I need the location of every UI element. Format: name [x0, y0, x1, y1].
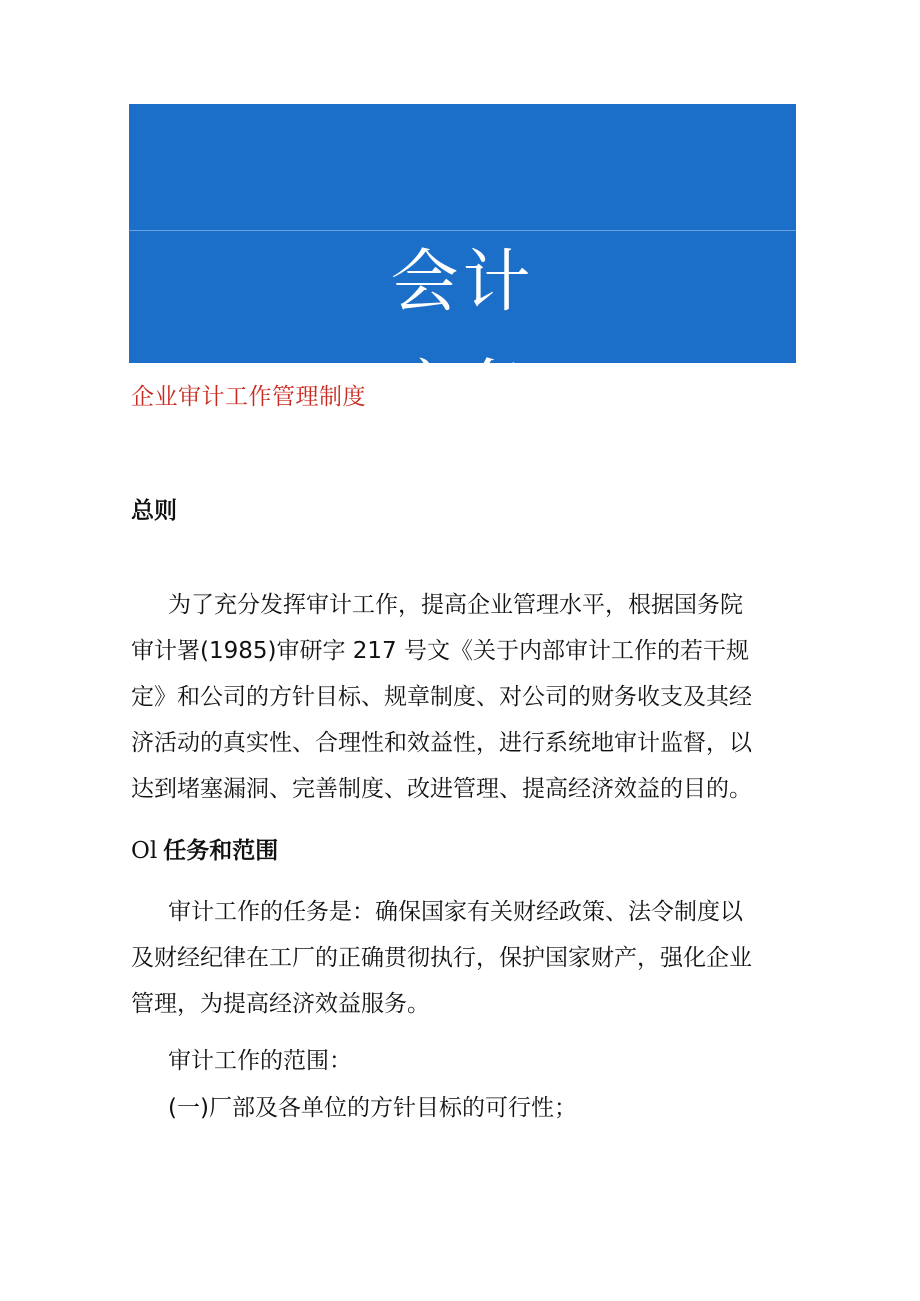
- paragraph-line: 济活动的真实性、合理性和效益性，进行系统地审计监督，以: [131, 730, 752, 756]
- banner-title-line1: 会计: [390, 243, 535, 322]
- list-item: (一)厂部及各单位的方针目标的可行性；: [168, 1095, 577, 1121]
- scope-item-1: [131, 1085, 811, 1131]
- tasks-paragraph: [131, 889, 811, 1027]
- paragraph-line: 定》和公司的方针目标、规章制度、对公司的财务收支及其经: [131, 684, 752, 710]
- general-paragraph: [131, 582, 811, 812]
- paragraph-line: 及财经纪律在工厂的正确贯彻执行，保护国家财产，强化企业: [131, 945, 752, 971]
- banner-title-line2: 实务: [390, 353, 535, 432]
- banner-divider: [129, 230, 796, 231]
- document-title: 企业审计工作管理制度: [131, 384, 366, 410]
- section-heading-tasks: [131, 832, 278, 865]
- paragraph-line: 审计署(1985)审研字 217 号文《关于内部审计工作的若干规: [131, 638, 750, 664]
- paragraph-line: 审计工作的任务是：确保国家有关财经政策、法令制度以: [168, 899, 743, 925]
- section-number: Ol: [131, 838, 158, 864]
- paragraph-line: 审计工作的范围：: [168, 1048, 352, 1074]
- paragraph-line: 为了充分发挥审计工作，提高企业管理水平，根据国务院: [168, 592, 743, 618]
- scope-intro: [131, 1038, 811, 1084]
- paragraph-line: 管理，为提高经济效益服务。: [131, 991, 430, 1017]
- section-heading-text: 任务和范围: [163, 838, 279, 864]
- paragraph-line: 达到堵塞漏洞、完善制度、改进管理、提高经济效益的目的。: [131, 776, 752, 802]
- section-heading-general: 总则: [131, 498, 177, 524]
